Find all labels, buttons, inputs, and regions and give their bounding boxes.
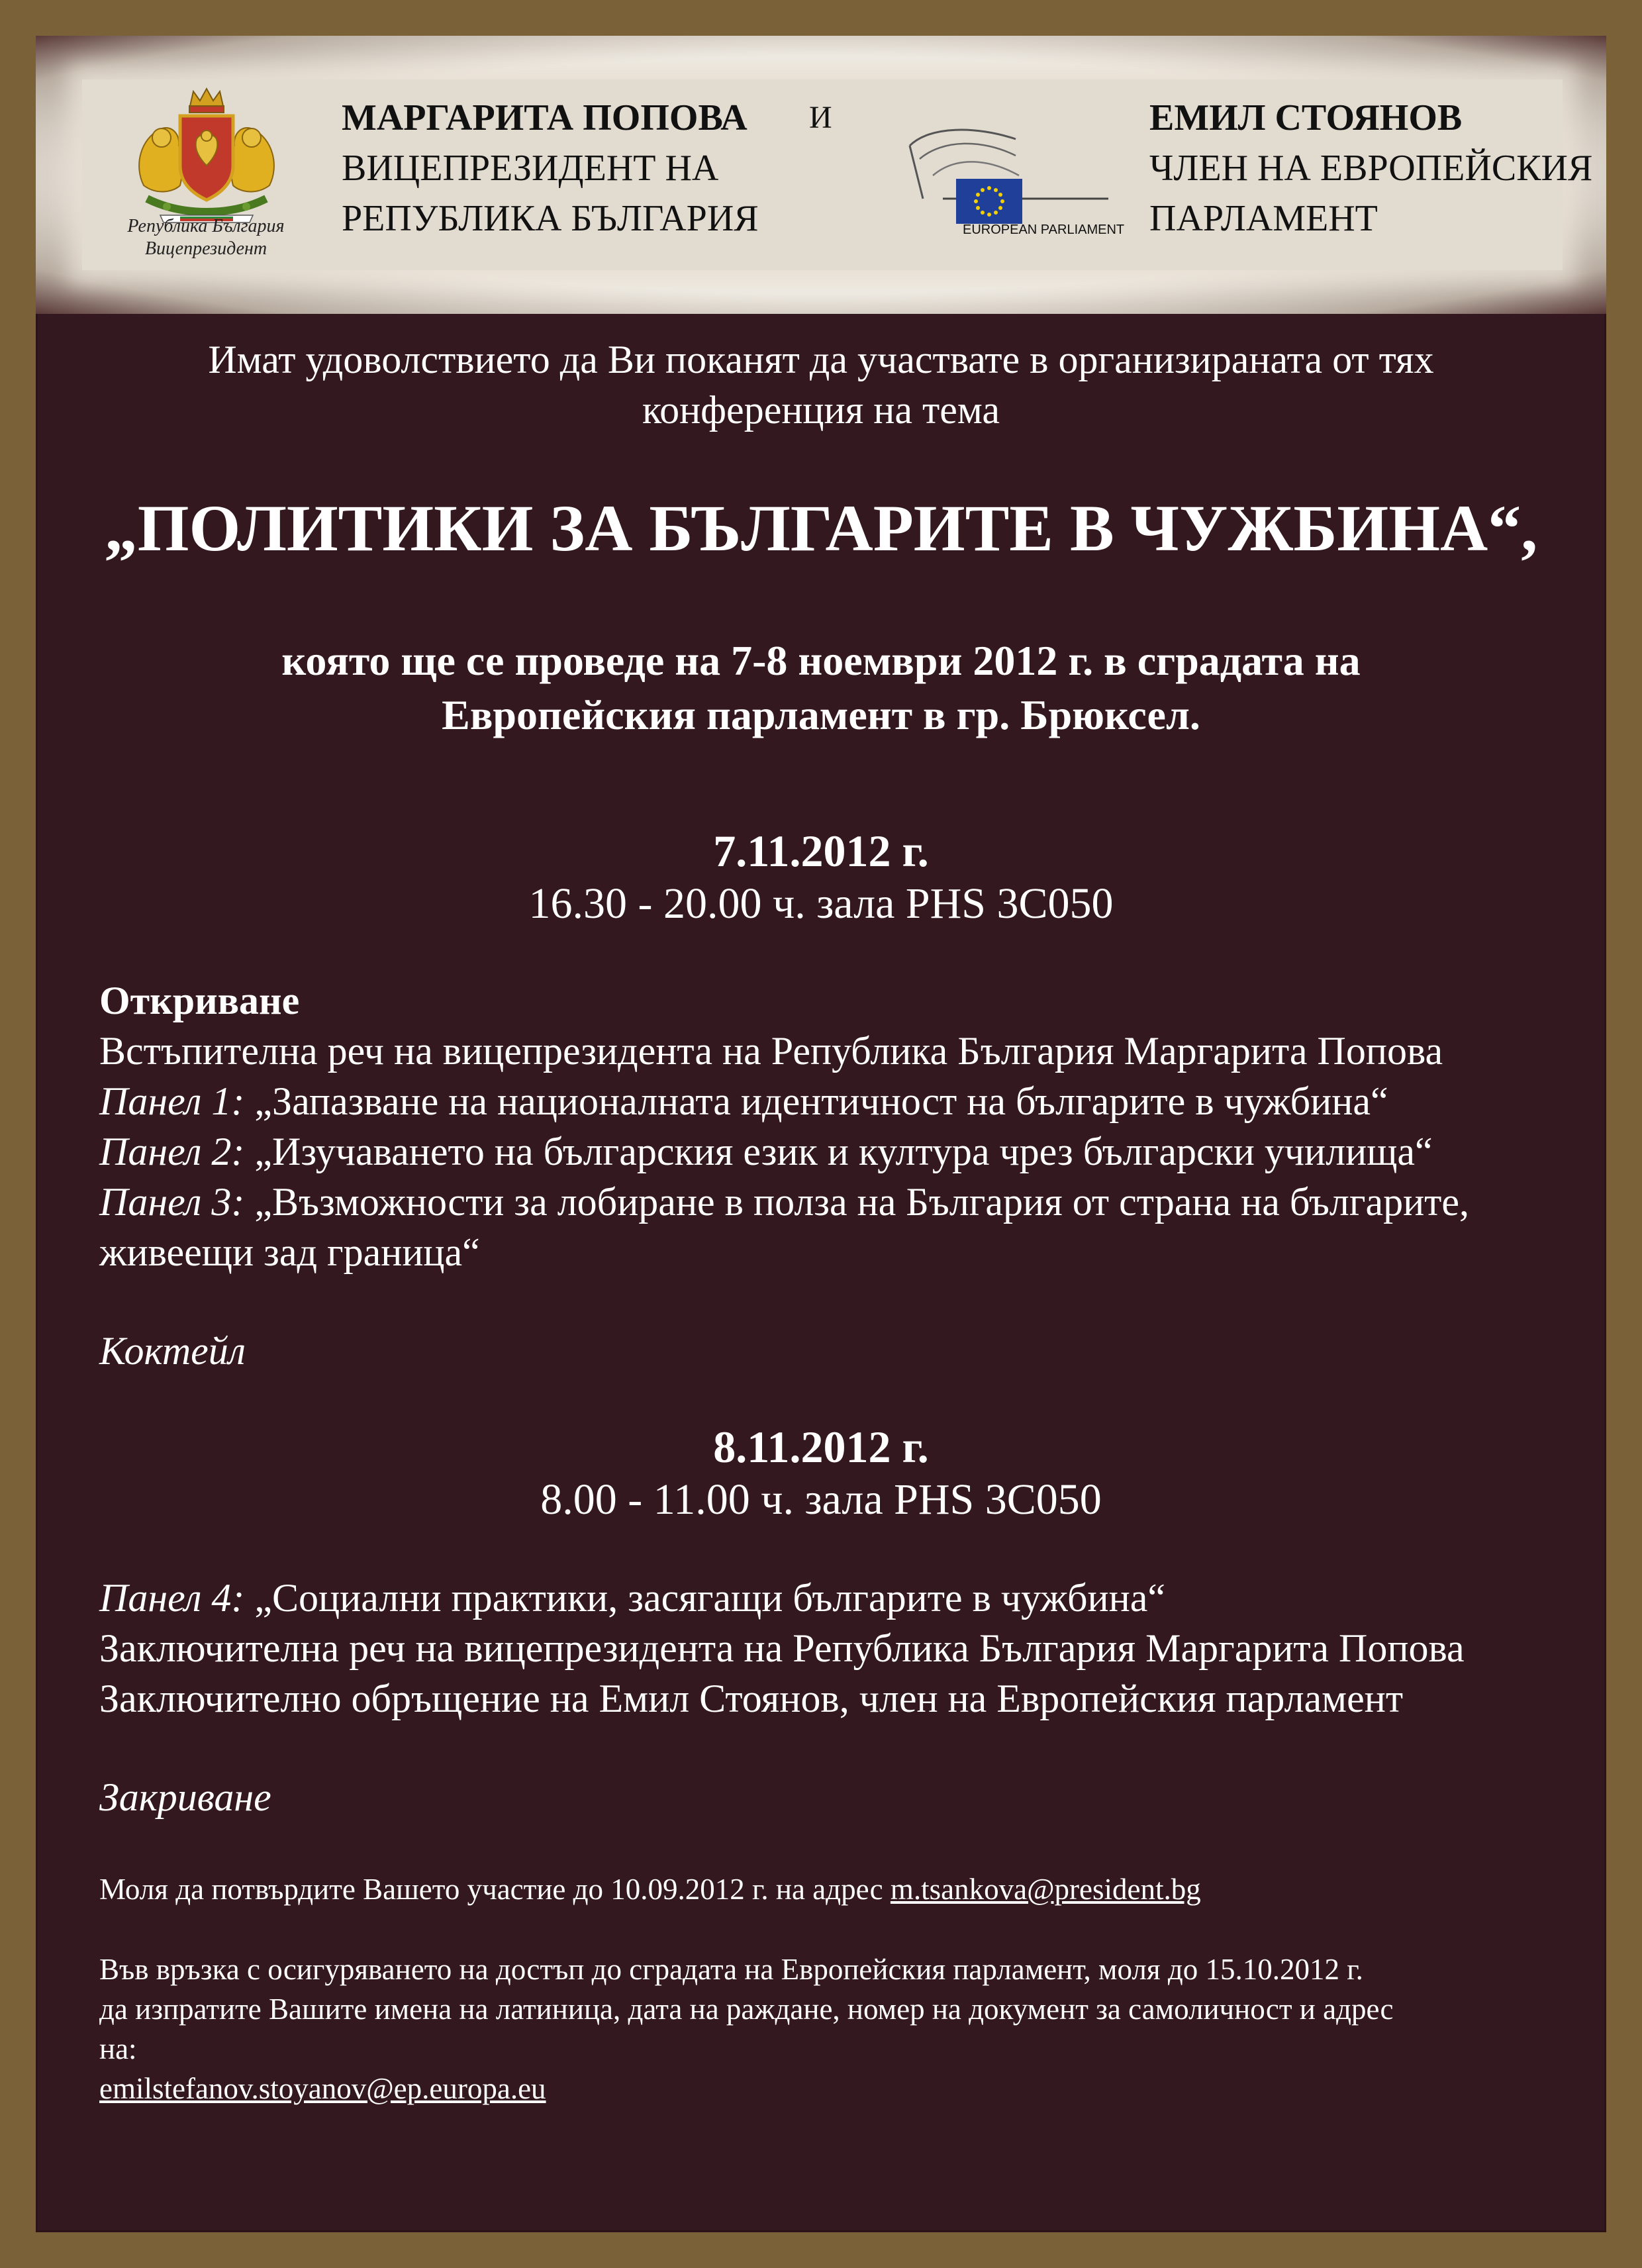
panel-2-text: „Изучаването на българския език и култура чрез български училища“ (244, 1130, 1433, 1173)
rsvp-line (99, 1869, 1201, 1909)
access-line1: Във връзка с осигуряването на достъп до сградата на Европейския парламент, моля до 15.10.2012 г. (99, 1953, 1363, 1986)
panel-1-label: Панел 1: (99, 1079, 245, 1123)
intro-line2: конференция на тема (642, 388, 1000, 432)
day2-date: 8.11.2012 г. (713, 1422, 929, 1472)
intro-line1: Имат удоволствието да Ви поканят да участвате в организираната от тях (208, 338, 1434, 381)
emblem-caption-line1: Република България (127, 216, 285, 236)
left-person-title-line2: РЕПУБЛИКА БЪЛГАРИЯ (342, 198, 759, 239)
right-person-name: ЕМИЛ СТОЯНОВ (1149, 97, 1463, 138)
day1-cocktail: Коктейл (99, 1329, 246, 1373)
bulgarian-coat-of-arms-icon (121, 86, 293, 225)
panel-2-label: Панел 2: (99, 1130, 245, 1173)
header (82, 79, 1593, 270)
header-frame (36, 36, 1606, 314)
access-email-line (99, 2069, 546, 2108)
panel-4 (99, 1573, 1165, 1623)
panel-2 (99, 1126, 1433, 1177)
panel-4-text: „Социални практики, засягащи българите в чужбина“ (244, 1576, 1165, 1620)
emblem-caption (110, 215, 302, 260)
panel-1-text: „Запазване на националната идентичност на българите в чужбина“ (244, 1079, 1388, 1123)
day2-closing-speech: Заключителна реч на вицепрезидента на Република България Маргарита Попова (99, 1626, 1465, 1670)
access-line2: да изпратите Вашите имена на латиница, дата на раждане, номер на документ за самоличност и адрес (99, 1993, 1394, 2026)
day2-time-room: 8.00 - 11.00 ч. зала PHS 3C050 (540, 1475, 1102, 1524)
day1-speech: Встъпителна реч на вицепрезидента на Република България Маргарита Попова (99, 1029, 1443, 1073)
left-person-title-line1: ВИЦЕПРЕЗИДЕНТ НА (342, 148, 719, 189)
access-email-link[interactable]: emilstefanov.stoyanov@ep.europa.eu (99, 2072, 546, 2105)
access-line3: на: (99, 2032, 137, 2065)
conference-title: „ПОЛИТИКИ ЗА БЪЛГАРИТЕ В ЧУЖБИНА“, (104, 491, 1538, 565)
rsvp-text: Моля да потвърдите Вашето участие до 10.09.2012 г. на адрес (99, 1873, 891, 1906)
panel-1 (99, 1076, 1388, 1126)
venue-line1: която ще се проведе на 7-8 ноември 2012 г. в сградата на (281, 637, 1361, 684)
day2-closing-address: Заключително обръщение на Емил Стоянов, член на Европейския парламент (99, 1677, 1404, 1720)
panel-3-continuation: живеещи зад граница“ (99, 1230, 480, 1274)
panel-3 (99, 1177, 1469, 1227)
day1-opening: Откриване (99, 979, 300, 1022)
left-person-name: МАРГАРИТА ПОПОВА (342, 97, 748, 138)
day2-closing: Закриване (99, 1775, 271, 1819)
panel-3-label: Панел 3: (99, 1180, 245, 1224)
conjunction: И (809, 100, 832, 135)
right-person-title-line1: ЧЛЕН НА ЕВРОПЕЙСКИЯ (1149, 148, 1593, 189)
emblem-caption-line2: Вицепрезидент (144, 238, 267, 259)
day1-date: 7.11.2012 г. (713, 826, 929, 876)
panel-3-text: „Възможности за лобиране в полза на България от страна на българите, (244, 1180, 1470, 1224)
day1-time-room: 16.30 - 20.00 ч. зала PHS 3C050 (528, 879, 1114, 928)
right-person-title-line2: ПАРЛАМЕНТ (1149, 198, 1378, 239)
venue-line2: Европейския парламент в гр. Брюксел. (442, 691, 1200, 738)
european-parliament-caption: EUROPEAN PARLIAMENT (963, 222, 1125, 237)
panel-4-label: Панел 4: (99, 1576, 245, 1620)
rsvp-email-link[interactable]: m.tsankova@president.bg (890, 1873, 1201, 1906)
